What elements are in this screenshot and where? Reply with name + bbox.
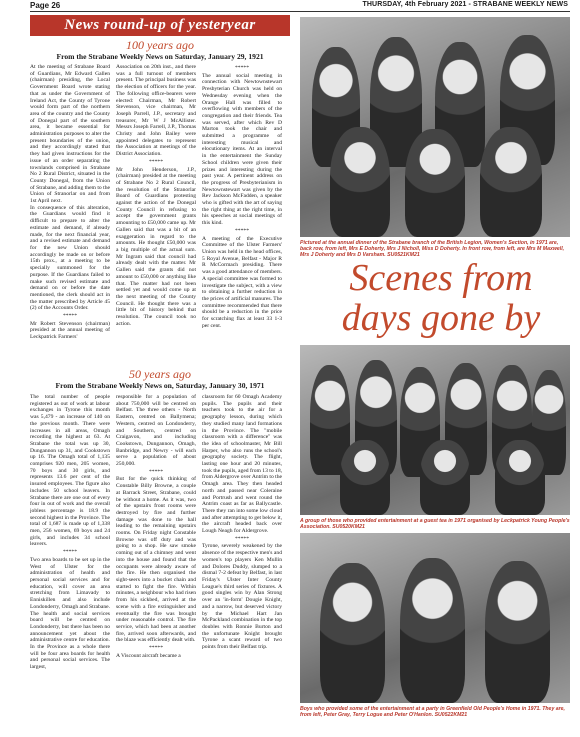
section-banner [30,15,290,36]
paragraph: The total number of people registered as out of work at labour exchanges in Tyrone this month was 5,479 - an increase of 140 on the previous month. There were increases in all areas, Omagh recording the highest at 63. At Strabane the total was up 30, Dungannon up 31, and Cookstown up 16. The Omagh total of 1,135 comprises 920 men, 205 women, 70 boys and 30 girls, and represents 13.6 per cent of the insured employees. The figure also includes 50 school leavers. In Strabane there are one out of every four in out of work and the overall jobless percentage is 18.9 the second highest in the Province. The total of 1,687 is made up of 1,338 men, 256 women, 69 boys and 24 girls, and includes 34 school leavers. [30,394,110,548]
paragraph: Two area boards to be set up in the West of Ulster for the administration of health and personal social services and for education, will cover an area stretching from Limavady to Enniskillen and also include Londonderry, Omagh and Strabane. The health and social services board will be centred on Londonderry, but there has been no announcement yet about the administrative centre for education. In the Province as a whole there will be four area boards for health and personal social services. The largest, [30,556,110,671]
photo-figure [330,127,390,237]
separator: ***** [149,645,163,652]
caption-greenfield: Boys who provided some of the entertainment at a party in Greenfield Old People's Home in 1971. They are, from left, Peter Gray, Terry Logue and Peter O'Hanlon. SU0522KM21 [300,706,565,718]
paragraph: A Viscount aircraft became a [116,652,181,659]
photo-figure [480,127,542,237]
article-1971-col2 [116,394,196,732]
photo-figure [320,563,385,703]
separator: ***** [235,65,249,71]
article-1921-col2 [116,64,196,366]
paragraph: But for the quick thinking of Constable Billy Browne, a couple at Barrack Street, Strabane, could be without a home. As it was, two of the upstairs front rooms were destroyed by fire and further damage was done to the hall leading to the remaining upstairs rooms. On Friday night Constable Browne was off duty and was going to a shop. He saw smoke coming out of a chimney and went into the house and found that the occupants were already aware of the fire. He then organised the sight-seers into a bucket chain and started to fight the fire. Within minutes, a neighbour who had risen from his sickbed, arrived at the scene with a fire extinguisher and eventually the fire was brought under reasonable control. The fire service, which had been at another fire, arrived soon afterwards, and the blaze was efficiently dealt with. [116,476,196,644]
photo-british-legion [300,17,570,237]
photo-figure [495,440,545,515]
paragraph: A meeting of the Executive Committee of the Ulster Farmers' Union was held in the head offices, 5 Royal Avenue, Belfast - Major R R McCormach presiding. There was a good attendance of members. A special committee was formed to investigate the subject, with a view to obtaining a further reduction in the prices of artificial manures. The committee recommended that there should be a reduction in the price for scratching flax at least 33 1-3 per cent. [202,235,282,329]
photo-greenfield-boys [300,533,570,703]
banner-title: News round-up of yesteryear [64,17,256,33]
page-number: Page 26 [30,1,61,10]
paragraph: The annual social meeting in connection with Newtownstewart Presbyterian Church was held on Wednesday evening when the Orange Hall was filled to overflowing with members of the congregation and their friends. Tea was served, after which Rev D Marton took the chair and submitted a programme of interesting musical and elocutionary items. At an interval in the entertainment the Sunday School children were given their prizes and interesting during the past year. A pertinent address on the progress of Presbyterianism in Newtownstewart was given by the Rev Jackson McFadden, a speaker who is gifted with the art of saying the right thing at the right time, in his speeches at social meetings of this kind. [202,72,282,227]
subhead-1921: From the Strabane Weekly News on Saturday, January 29, 1921 [56,52,264,61]
article-1921-col3 [202,64,282,366]
paragraph: Association on 20th inst., and there was a full turnout of members present. The principal business was the election of officers for the year. The following office-bearers were elected: Chairman, Mr Robert Stevenson, vice chairman, Mr Joseph Parrell, J.P., secretary and treasurer, Mr W J McAllister. Messrs Joseph Farrell, J.P., Thomas Christy and John Bailey were appointed delegates to represent the Association at meetings of the District Association. [116,64,196,158]
years-ago-50-heading: 50 years ago [129,367,191,381]
separator: ***** [235,227,249,234]
separator: ***** [235,535,249,542]
separator: ***** [149,468,163,475]
paragraph: Tyrone, severely weakened by the absence of the respective men's and women's top players Ken Mullin and Dolores Duddy, slumped to a dismal 7-2 defeat by Belfast, in last Friday's Ulster Inter County League's third series of fixtures. A good singles win by Alan Strong over an 'in-form' Dougie Knight, and a narrow, but deserved victory by the Michael Hart Jan McPackland combination in the top doubles with Ronnie Burton and the unfortunate Knight brought Tyrone a scant reward of two points from their Belfast trip. [202,543,282,651]
photo-figure [340,440,390,515]
separator: ***** [149,158,163,165]
caption-leckpatrick: A group of those who provided entertainment at a guest tea in 1971 organised by Leckpatrick Young People's Association. SU0520KM21 [300,518,570,530]
years-ago-100-heading: 100 years ago [126,38,194,52]
article-1971-col1 [30,394,110,732]
separator: ***** [63,313,77,320]
photo-figure [400,558,465,703]
subhead-1971: From the Strabane Weekly News on, Saturday, January 30, 1971 [55,381,265,390]
paragraph: At the meeting of Strabane Board of Guardians, Mr Edward Gallen (chairman) presiding, the Local Government Board wrote stating that as under the Government of Ireland Act, the County of Tyrone would form part of the northern area of the country and the County of Donegal part of the southern area, it became essential for administration purposes to alter the present boundaries of the union, and they accordingly stated that they had given instructions for the issue of an order separating the townlands comprised in Strabane No 2 Rural District, situated in the County Donegal, from the Union of Strabane, and adding them to the Union of Stranorlar on and from 1st April next. [30,64,110,205]
photo-leckpatrick-group [300,345,570,515]
photo-figure [485,561,550,703]
paragraph: In consequence of this alteration, the Guardians would find it difficult to prepare to alter the estimate and demand, if already made, for the next financial year, and a revised estimate and demand for the new Union should accordingly be made on or before 15th prox., at a meeting to be specially summoned for the purpose. If the Guardians failed to make such revised estimate and demand on or before the date mentioned, the clerk should act in the matter prescribed by Article 45 (2) of the Accounts Order. [30,204,110,312]
scenes-heading: Scenes from days gone by [341,257,541,339]
paragraph: classroom for 60 Omagh Academy pupils. The pupils and their teachers took to the air for a geography lesson, during which they studied many land formations in the Province. The "mobile classroom with a difference" was the idea of schoolmaster, Mr Bill Harper, who also runs the school's geography society. The flight, lasting one hour and 20 minutes, took the pupils, aged from 13 to 18, from Aldergrove over Antrim to the Omagh area. They then headed north and passed near Coleraine and Portrush and went round the Antrim coast as far as Ballycastle. There they ran into some low cloud and after attempting to get below it, the aircraft headed back over Lough Neagh for Aldergrove. [202,394,282,535]
paragraph: responsible for a population of about 750,000 will be centred on Belfast. The three others - North Eastern, centred on Ballymena; Western, centred on Londonderry, and Southern, centred on Craigavon, and including Cookstown, Dungannon, Omagh, Banbridge, and Newry - will each serve a population of about 250,000. [116,394,196,468]
article-1971-col3 [202,394,282,732]
paragraph: Mr Robert Stevenson (chairman) presided at the annual meeting of Leckpatrick Farmers' [30,320,110,341]
separator: ***** [63,549,77,556]
article-1921-col1 [30,64,110,366]
publication-date: THURSDAY, 4th February 2021 - STRABANE WEEKLY NEWS [362,1,568,8]
paragraph: Mr John Henderson, J.P., (chairman) presided at the meeting of Strabane No 2 Rural Council, the resolution of the Stranorlar Board of Guardians protesting against the action of the Donegal County Council in refusing to accept the government grants amounting to £50,000 came up. Mr Gallen said that was a bit of an exaggeration in regard to the amounts. He thought £50,000 was a big multiple of the actual sum. Mr Ingram said that council had already dealt with the matter. Mr Gallen said the grants did not amount to £50,000 or anything like that. The matter had not been settled yet and would come up at the next meeting of the County Council. He thought there was a little bit of history behind that resolution. The council took no action. [116,166,196,327]
caption-british-legion: Pictured at the annual dinner of the Strabane branch of the British Legion, Women's Section, in 1971 are, back row, from left, Mrs E Doherty, Mrs J Nicholl, Miss D Doherty. In front row, from left, are Mrs M Maxwell, Mrs J Doherty and Mrs D Varsham. SU0521KM21 [300,240,565,258]
header-rule [30,11,570,12]
photo-figure [405,129,465,237]
photo-figure [420,440,470,515]
